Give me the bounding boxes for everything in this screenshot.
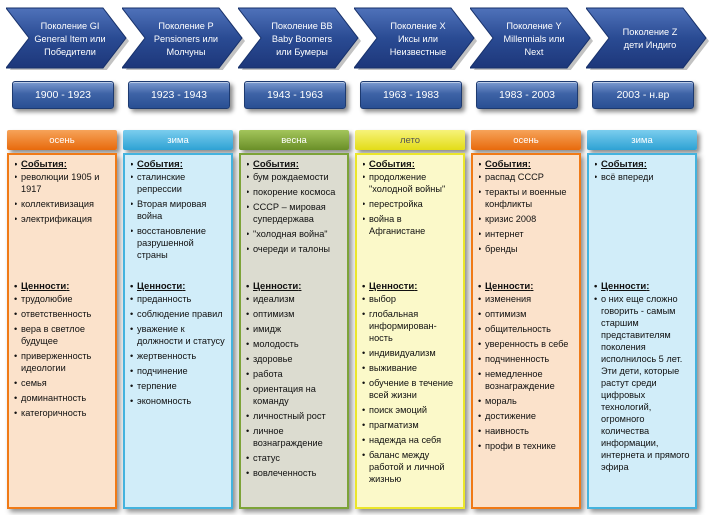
season-header: зима bbox=[123, 130, 233, 150]
event-item: • перестройка bbox=[363, 198, 459, 210]
event-item: • коллективизация bbox=[15, 198, 111, 210]
chevron-line-2: Pensioners или bbox=[153, 33, 219, 44]
chevron-line-3: Next bbox=[524, 46, 544, 57]
years-badge: 1963 - 1983 bbox=[360, 81, 462, 109]
chevron-line-1: Поколение ВВ bbox=[271, 20, 333, 31]
years-badge: 1923 - 1943 bbox=[128, 81, 230, 109]
value-item: • статус bbox=[247, 452, 343, 464]
value-item: • глобальная информирован-ность bbox=[363, 308, 459, 344]
value-item: • оптимизм bbox=[479, 308, 575, 320]
values-section bbox=[247, 281, 343, 479]
generation-card bbox=[123, 153, 233, 509]
event-item: • Вторая мировая война bbox=[131, 198, 227, 222]
value-item: • прагматизм bbox=[363, 419, 459, 431]
generation-card bbox=[587, 153, 697, 509]
event-item: • всё впереди bbox=[595, 171, 691, 183]
value-item: • преданность bbox=[131, 293, 227, 305]
event-item: • восстановление разрушенной страны bbox=[131, 225, 227, 261]
events-section bbox=[363, 159, 459, 281]
event-item: • продолжение "холодной войны" bbox=[363, 171, 459, 195]
events-section bbox=[15, 159, 111, 281]
generation-card bbox=[471, 153, 581, 509]
values-title: • Ценности : bbox=[479, 281, 575, 293]
years-badge: 1900 - 1923 bbox=[12, 81, 114, 109]
generation-card bbox=[239, 153, 349, 509]
event-item: • война в Афганистане bbox=[363, 213, 459, 237]
events-section bbox=[595, 159, 691, 281]
season-header: лето bbox=[355, 130, 465, 150]
chevron-line-2: Millennials или bbox=[503, 33, 565, 44]
value-item: • соблюдение правил bbox=[131, 308, 227, 320]
value-item: • общительность bbox=[479, 323, 575, 335]
value-item: • индивидуализм bbox=[363, 347, 459, 359]
event-item: • электрификация bbox=[15, 213, 111, 225]
event-item: • кризис 2008 bbox=[479, 213, 575, 225]
generation-column-p bbox=[122, 0, 234, 515]
event-item: • интернет bbox=[479, 228, 575, 240]
value-item: • обучение в течение всей жизни bbox=[363, 377, 459, 401]
years-badge: 1983 - 2003 bbox=[476, 81, 578, 109]
event-item: • "холодная война" bbox=[247, 228, 343, 240]
generation-column-z bbox=[586, 0, 698, 515]
values-section bbox=[363, 281, 459, 485]
chevron-line-1: Поколение GI bbox=[40, 20, 100, 31]
event-item: • покорение космоса bbox=[247, 186, 343, 198]
values-section bbox=[15, 281, 111, 419]
value-item: • о них еще сложно говорить - самым старшим представителям поколения исполнилось 5 лет. Эти дети, которые растут среди цифровых технологий, огромного количества информации, интернета и прямого эфира bbox=[595, 293, 691, 473]
events-title: • События : bbox=[15, 159, 111, 171]
years-badge: 1943 - 1963 bbox=[244, 81, 346, 109]
value-item: • терпение bbox=[131, 380, 227, 392]
values-title: • Ценности : bbox=[363, 281, 459, 293]
years-badge: 2003 - н.вр bbox=[592, 81, 694, 109]
generation-card bbox=[355, 153, 465, 509]
value-item: • уверенность в себе bbox=[479, 338, 575, 350]
value-item: • работа bbox=[247, 368, 343, 380]
events-title: • События : bbox=[479, 159, 575, 171]
value-item: • приверженность идеологии bbox=[15, 350, 111, 374]
values-title: • Ценности : bbox=[15, 281, 111, 293]
value-item: • подчинение bbox=[131, 365, 227, 377]
event-item: • сталинские репрессии bbox=[131, 171, 227, 195]
generation-chevron bbox=[354, 6, 482, 70]
chevron-line-2: дети Индиго bbox=[623, 40, 677, 50]
chevron-line-2: General Item или bbox=[34, 33, 106, 44]
value-item: • профи в технике bbox=[479, 440, 575, 452]
value-item: • имидж bbox=[247, 323, 343, 335]
values-title: • Ценности : bbox=[247, 281, 343, 293]
value-item: • экономность bbox=[131, 395, 227, 407]
chevron-line-3: Молчуны bbox=[166, 46, 206, 57]
values-title: • Ценности : bbox=[131, 281, 227, 293]
generation-chevron bbox=[586, 6, 714, 70]
value-item: • молодость bbox=[247, 338, 343, 350]
value-item: • здоровье bbox=[247, 353, 343, 365]
value-item: • подчиненность bbox=[479, 353, 575, 365]
value-item: • оптимизм bbox=[247, 308, 343, 320]
value-item: • наивность bbox=[479, 425, 575, 437]
generation-card bbox=[7, 153, 117, 509]
season-header: осень bbox=[471, 130, 581, 150]
value-item: • мораль bbox=[479, 395, 575, 407]
value-item: • семья bbox=[15, 377, 111, 389]
values-section bbox=[595, 281, 691, 473]
season-header: зима bbox=[587, 130, 697, 150]
value-item: • достижение bbox=[479, 410, 575, 422]
chevron-line-1: Поколение Z bbox=[622, 27, 678, 37]
value-item: • вовлеченность bbox=[247, 467, 343, 479]
chevron-line-3: Победители bbox=[44, 46, 96, 57]
value-item: • категоричность bbox=[15, 407, 111, 419]
value-item: • ответственность bbox=[15, 308, 111, 320]
chevron-line-1: Поколение Х bbox=[390, 20, 446, 31]
event-item: • СССР – мировая супердержава bbox=[247, 201, 343, 225]
chevron-line-1: Поколение Р bbox=[158, 20, 214, 31]
generation-chevron bbox=[6, 6, 134, 70]
event-item: • бум рождаемости bbox=[247, 171, 343, 183]
season-header: осень bbox=[7, 130, 117, 150]
value-item: • идеализм bbox=[247, 293, 343, 305]
event-item: • революции 1905 и 1917 bbox=[15, 171, 111, 195]
event-item: • очереди и талоны bbox=[247, 243, 343, 255]
events-section bbox=[247, 159, 343, 281]
value-item: • изменения bbox=[479, 293, 575, 305]
generation-chevron bbox=[122, 6, 250, 70]
event-item: • теракты и военные конфликты bbox=[479, 186, 575, 210]
values-section bbox=[131, 281, 227, 407]
generation-column-bb bbox=[238, 0, 350, 515]
season-header: весна bbox=[239, 130, 349, 150]
generation-chevron bbox=[470, 6, 598, 70]
values-title: • Ценности : bbox=[595, 281, 691, 293]
value-item: • доминантность bbox=[15, 392, 111, 404]
generation-column-y bbox=[470, 0, 582, 515]
events-title: • События : bbox=[363, 159, 459, 171]
event-item: • распад СССР bbox=[479, 171, 575, 183]
value-item: • личное вознаграждение bbox=[247, 425, 343, 449]
values-section bbox=[479, 281, 575, 452]
chevron-line-2: Иксы или bbox=[397, 33, 439, 44]
event-item: • бренды bbox=[479, 243, 575, 255]
events-title: • События : bbox=[131, 159, 227, 171]
chevron-line-3: или Бумеры bbox=[276, 46, 328, 57]
value-item: • баланс между работой и личной жизнью bbox=[363, 449, 459, 485]
value-item: • выживание bbox=[363, 362, 459, 374]
value-item: • уважение к должности и статусу bbox=[131, 323, 227, 347]
chevron-line-3: Неизвестные bbox=[389, 46, 447, 57]
value-item: • жертвенность bbox=[131, 350, 227, 362]
value-item: • трудолюбие bbox=[15, 293, 111, 305]
events-title: • События : bbox=[247, 159, 343, 171]
value-item: • надежда на себя bbox=[363, 434, 459, 446]
events-title: • События : bbox=[595, 159, 691, 171]
value-item: • ориентация на команду bbox=[247, 383, 343, 407]
chevron-line-2: Baby Boomers bbox=[271, 33, 333, 44]
value-item: • выбор bbox=[363, 293, 459, 305]
chevron-line-1: Поколение Y bbox=[506, 20, 562, 31]
generation-chevron bbox=[238, 6, 366, 70]
generation-column-x bbox=[354, 0, 466, 515]
value-item: • поиск эмоций bbox=[363, 404, 459, 416]
events-section bbox=[131, 159, 227, 281]
value-item: • немедленное вознаграждение bbox=[479, 368, 575, 392]
value-item: • вера в светлое будущее bbox=[15, 323, 111, 347]
value-item: • личностный рост bbox=[247, 410, 343, 422]
events-section bbox=[479, 159, 575, 281]
generation-column-gi bbox=[6, 0, 118, 515]
